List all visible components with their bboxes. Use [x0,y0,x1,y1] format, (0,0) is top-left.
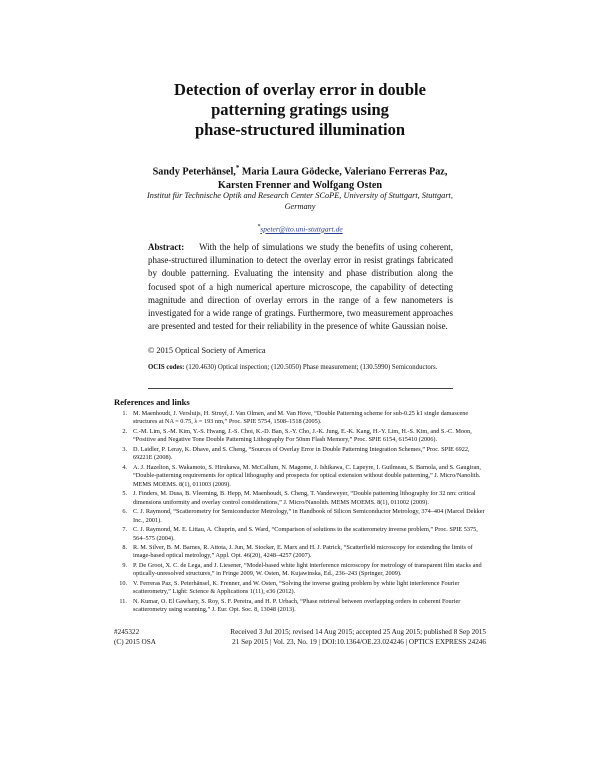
author-line-2: Karsten Frenner and Wolfgang Osten [217,180,383,192]
reference-item [114,490,486,507]
reference-item [114,598,486,615]
reference-number: 5. [122,490,127,498]
reference-text: D. Laidler, P. Leray, K. Dhave, and S. Cheng, “Sources of Overlay Error in Double Patterning Integration Schemes,” Proc. SPIE 6922, 69221E (2008). [133,445,470,462]
affiliation-line-1: Institut für Technische Optik and Research Center SCoPE, University of Stuttgart, Stuttgart, [147,191,453,200]
reference-item [114,464,486,489]
footer-right [230,627,486,647]
title-line-1: Detection of overlay error in double [174,80,426,99]
reference-number: 10. [119,580,127,588]
email-link[interactable]: speter@ito.uni-stuttgart.de [260,224,343,234]
email-mark: * [257,224,261,230]
title-line-2: patterning gratings using [211,100,389,119]
reference-text: M. Maenhoudt, J. Versluijs, H. Struyf, J. Van Olmen, and M. Van Hove, “Double Patterning scheme for sub-0.25 k1 single damascene structures at NA = 0.75, λ = 193 nm,” Proc. SPIE 5754, 1508–1518 (2005). [133,410,469,426]
reference-number: 9. [122,562,127,570]
corresponding-mark: * [235,164,240,172]
reference-text: J. Finders, M. Dusa, B. Vleeming, B. Hepp, M. Maenhoudt, S. Cheng, T. Vandeweyer, “Double patterning lithography for 32 nm: critical dimensions uniformity and overlay control considerations,” J. Micro/Nanolith. MEMS MOEMS. 8(1), 011002 (2009). [133,490,476,506]
reference-number: 4. [122,463,127,471]
reference-text: R. M. Silver, B. M. Barnes, R. Attota, J. Jun, M. Stocker, E. Marx and H. J. Patrick, “Scatterfield microscopy for extending the limits of image-based optical metrology,” Appl. Opt. 46(20), 4248–4257 (2007). [133,544,473,560]
reference-number: 3. [122,445,127,453]
footer-left [114,627,156,647]
abstract [148,241,453,333]
author-list [110,161,490,193]
reference-text: N. Kumar, O. El Gawhary, S. Roy, S. F. Pereira, and H. P. Urbach, “Phase retrieval between overlapping orders in coherent Fourier scatterometry using scanning,” J. Eur. Opt. Soc. 8, 13048 (2013). [133,598,461,614]
ocis-codes [148,363,453,373]
copyright-line: © 2015 Optical Society of America [148,346,266,355]
corresponding-email [110,222,490,235]
reference-number: 2. [122,427,127,435]
paper-title [110,80,490,140]
ocis-label: OCIS codes: [148,364,185,371]
reference-number: 6. [122,508,127,516]
reference-item [114,544,486,561]
reference-item [114,580,486,597]
reference-item [114,446,486,463]
reference-item [114,508,486,525]
reference-number: 11. [119,598,127,606]
reference-number: 8. [122,544,127,552]
reference-number: 1. [122,410,127,417]
affiliation-line-2: Germany [284,202,316,211]
reference-item [114,428,486,445]
abstract-text: With the help of simulations we study the benefits of using coherent, phase-structured illumination to detect the overlay error in resist gratings fabricated by double patterning. Evaluating the intensity and phase distribution along the focused spot of a high numerical aperture microscope, the capability of detecting magnitude and direction of overlay errors in the range of a few nanometers is investigated for a wide range of gratings. Furthermore, two measurement approaches are presented and tested for their reliability in the presence of white Gaussian noise. [148,242,454,332]
journal-citation: 21 Sep 2015 | Vol. 23, No. 19 | DOI:10.1364/OE.23.024246 | OPTICS EXPRESS 24246 [232,638,486,646]
reference-number: 7. [122,526,127,534]
affiliation [110,190,490,212]
author-rest: Maria Laura Gödecke, Valeriano Ferreras Paz, [239,166,448,178]
reference-item [114,410,486,427]
references-heading: References and links [114,397,190,407]
ocis-text: (120.4630) Optical inspection; (120.5050) Phase measurement; (130.5990) Semiconductors. [186,364,438,371]
reference-text: C.-M. Lim, S.-M. Kim, Y.-S. Hwang, J.-S. Choi, K.-D. Ban, S.-Y. Cho, J.-K. Jung, E.-K. Kang, H.-Y. Lim, H.-S. Kim, and S.-C. Moon, “Positive and Negative Tone Double Patterning Lithography For 50nm Flash Memory,” Proc. SPIE 6154, 615410 (2006). [133,427,472,444]
footer-copyright: (C) 2015 OSA [114,638,156,646]
publication-history: Received 3 Jul 2015; revised 14 Aug 2015; accepted 25 Aug 2015; published 8 Sep 2015 [230,628,486,636]
reference-text: A. J. Hazelton, S. Wakamoto, S. Hirukawa, M. McCallum, N. Magome, J. Ishikawa, C. Lapeyre, I. Guilmeau, S. Barnola, and S. Gaugiran, “Double-patterning requirements for optical lithography and prospects for optical extension without double patterning,” J. Micro/Nanolith. MEMS MOEMS. 8(1), 011003 (2009). [133,463,481,488]
author-first: Sandy Peterhänsel, [152,166,236,178]
reference-item [114,526,486,543]
title-line-3: phase-structured illumination [194,120,406,139]
author-line-1 [110,161,490,179]
manuscript-id: #245322 [114,628,140,636]
abstract-label: Abstract: [148,242,185,252]
reference-item [114,562,486,579]
reference-text: C. J. Raymond, M. E. Littau, A. Chuprin, and S. Ward, “Comparison of solutions to the scatterometry inverse problem,” Proc. SPIE 5375, 564–575 (2004). [133,526,478,542]
reference-text: V. Ferreras Paz, S. Peterhänsel, K. Frenner, and W. Osten, “Solving the inverse grating problem by white light interference Fourier scatterometry,” Light: Science & Applications 1(11), e36 (2012). [133,580,460,596]
section-divider [148,388,453,389]
reference-text: C. J. Raymond, “Scatterometry for Semiconductor Metrology,” in Handbook of Silicon Semiconductor Metrology, 374–404 (Marcel Dekker Inc., 2001). [133,508,485,524]
references-list [114,410,486,616]
reference-text: P. De Groot, X. C. de Lega, and J. Liesener, “Model-based white light interference microscopy for metrology of transparent film stacks and optically-unresolved structures,” in Fringe 2009, W. Osten, M. Kujawinska, Ed., 236–243 (Springer, 2009). [133,562,482,578]
